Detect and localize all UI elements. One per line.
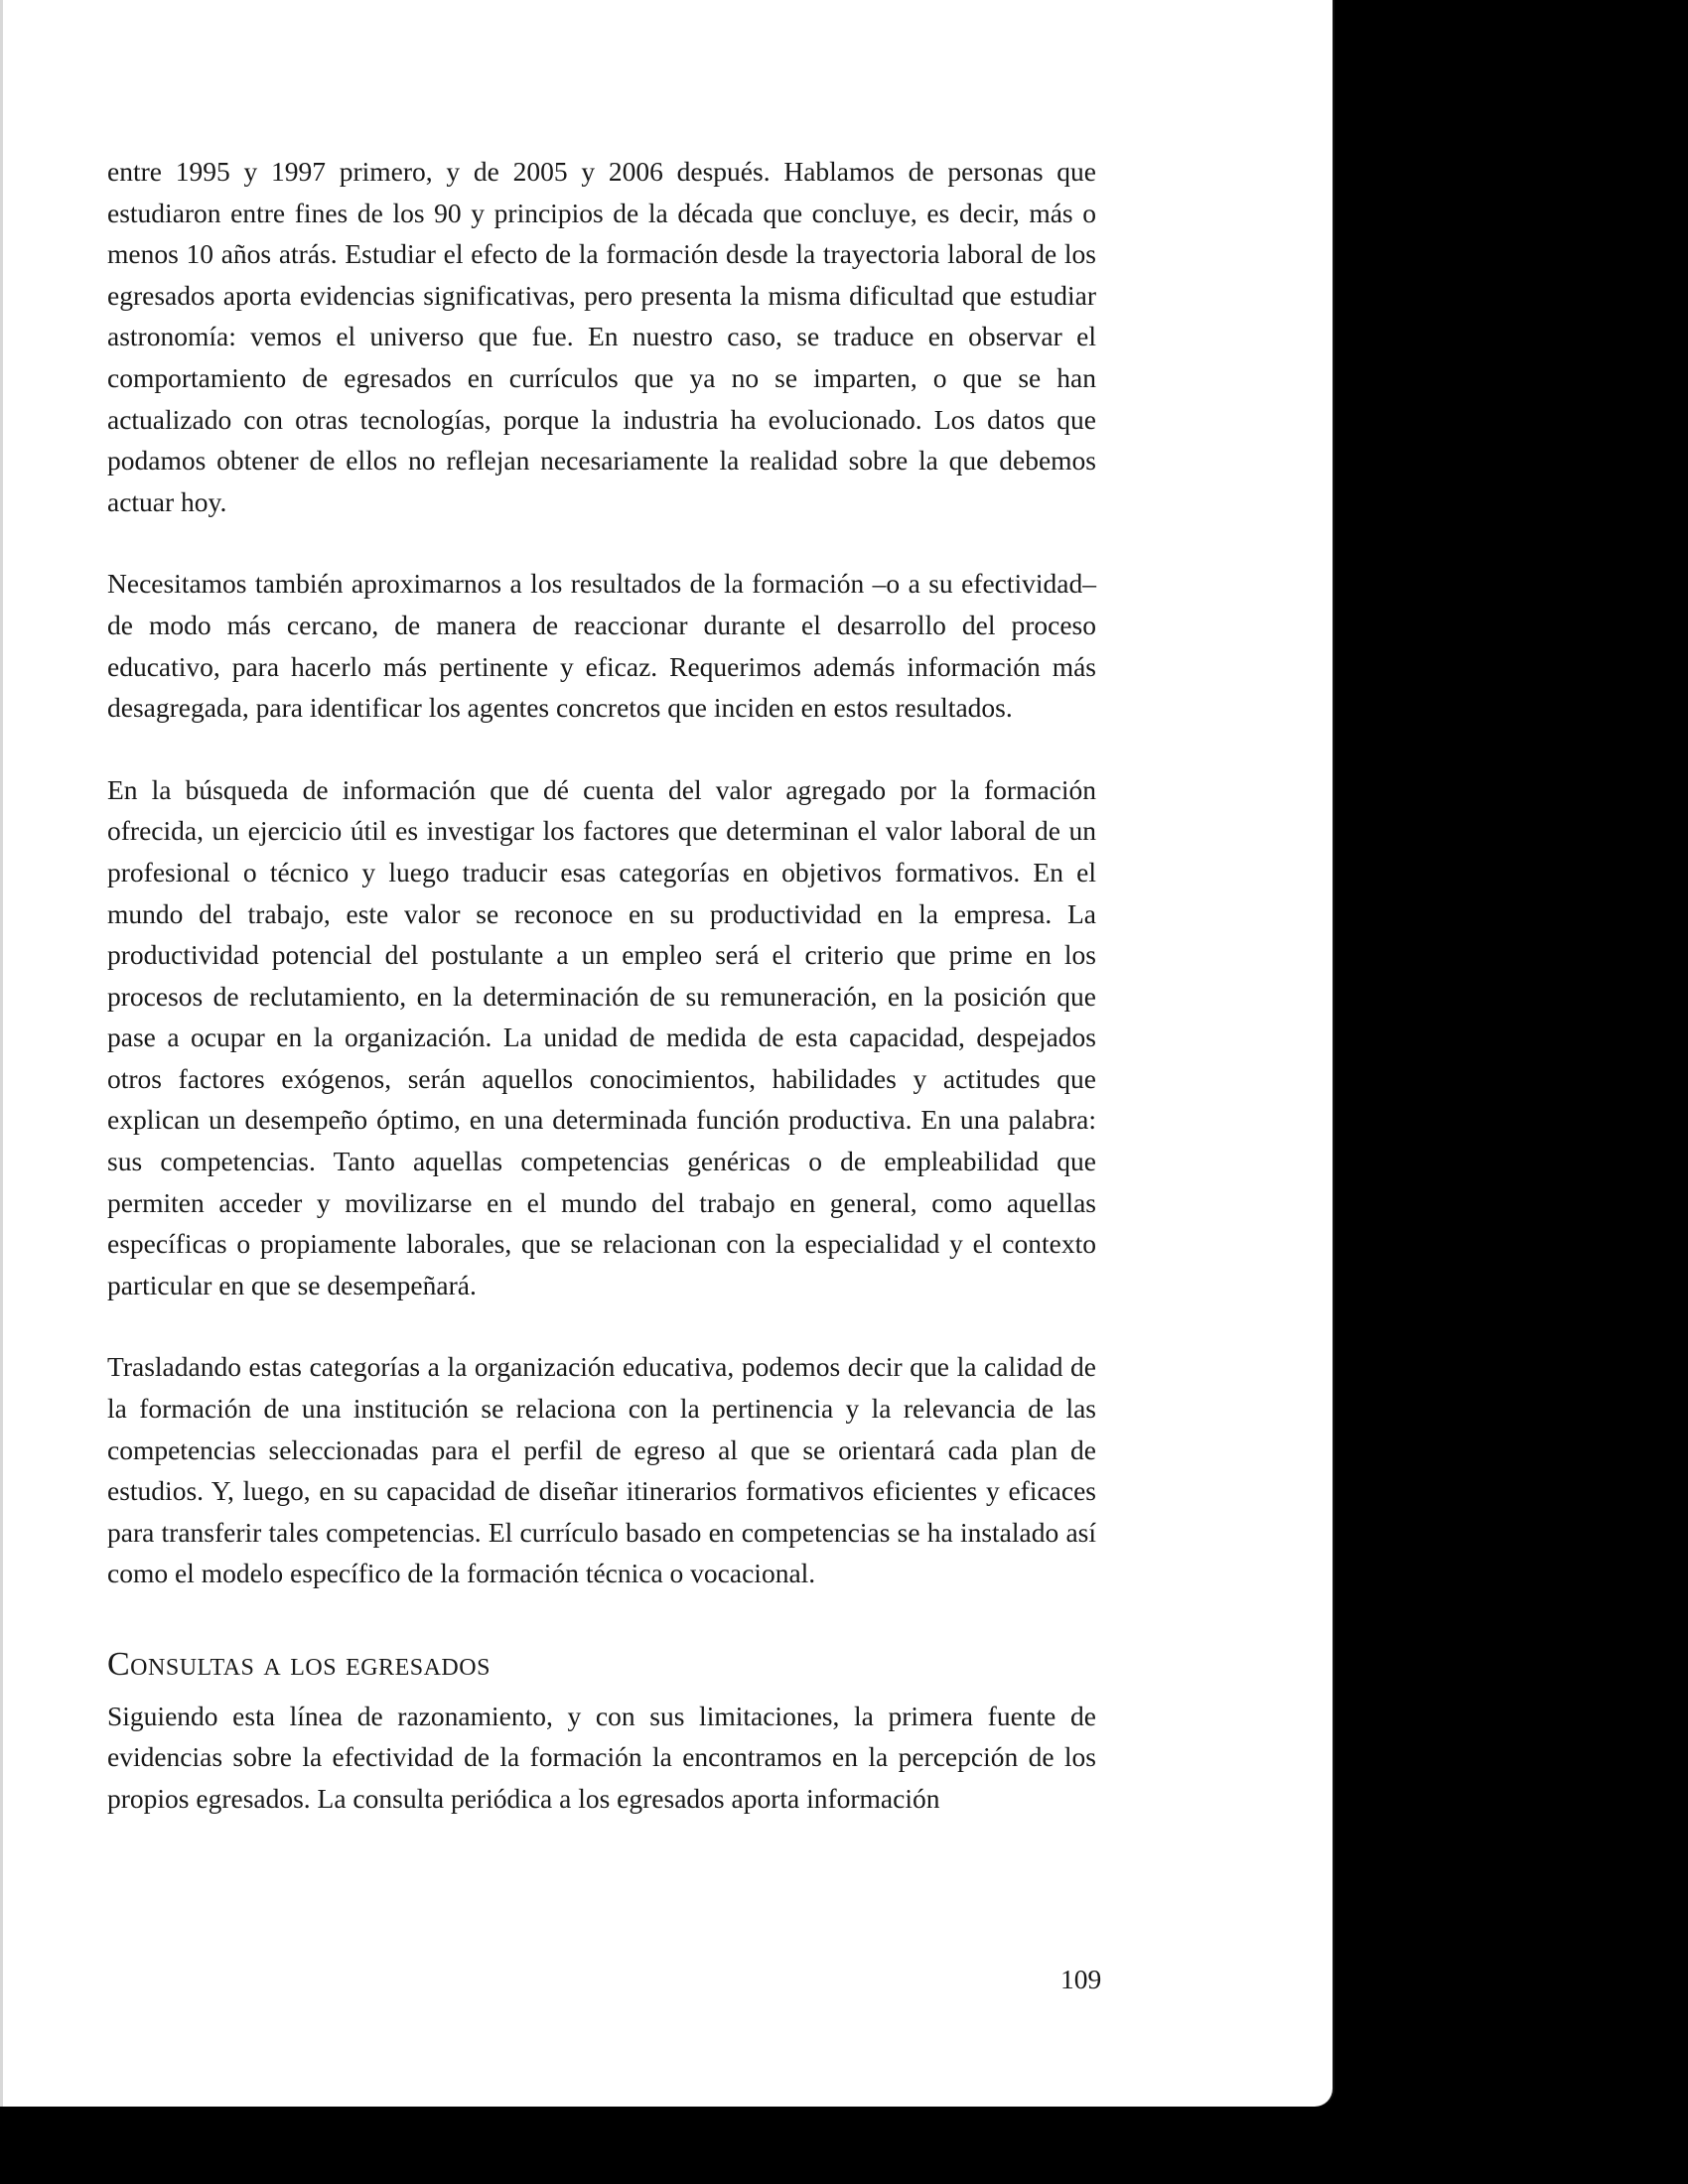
section-heading: Consultas a los egresados [107,1646,491,1683]
paragraph-1: entre 1995 y 1997 primero, y de 2005 y 2006 después. Hablamos de personas que estudiaron entre fines de los 90 y principios de la década que concluye, es decir, más o menos 10 años atrás. Estudiar el efecto de la formación desde la trayectoria laboral de los egresados aporta evidencias significativas, pero presenta la misma dificultad que estudiar astronomía: vemos el universo que fue. En nuestro caso, se traduce en observar el comportamiento de egresados en currículos que ya no se imparten, o que se han actualizado con otras tecnologías, porque la industria ha evolucionado. Los datos que podamos obtener de ellos no reflejan necesariamente la realidad sobre la que debemos actuar hoy. [107,156,1096,517]
paragraph-4: Trasladando estas categorías a la organización educativa, podemos decir que la calidad de la formación de una institución se relaciona con la pertinencia y la relevancia de las competencias seleccionadas para el perfil de egreso al que se orientará cada plan de estudios. Y, luego, en su capacidad de diseñar itinerarios formativos eficientes y eficaces para transferir tales competencias. El currículo basado en competencias se ha instalado así como el modelo específico de la formación técnica o vocacional. [107,1351,1096,1589]
section-paragraph: Siguiendo esta línea de razonamiento, y con sus limitaciones, la primera fuente de evidencias sobre la efectividad de la formación la encontramos en la percepción de los propios egresados. La consulta periódica a los egresados aporta información [107,1700,1096,1814]
page-number: 109 [1060,1964,1102,1994]
scan-background-right [1311,0,1688,2184]
paragraph-2: Necesitamos también aproximarnos a los resultados de la formación –o a su efectividad– de modo más cercano, de manera de reaccionar durante el desarrollo del proceso educativo, para hacerlo más pertinente y eficaz. Requerimos además información más desagregada, para identificar los agentes concretos que inciden en estos resultados. [107,568,1096,724]
page-left-edge [0,0,3,2107]
page-body [107,151,1096,1819]
paragraph-3: En la búsqueda de información que dé cuenta del valor agregado por la formación ofrecida, un ejercicio útil es investigar los factores que determinan el valor laboral de un profesional o técnico y luego traducir esas categorías en objetivos formativos. En el mundo del trabajo, este valor se reconoce en su productividad en la empresa. La productividad potencial del postulante a un empleo será el criterio que prime en los procesos de reclutamiento, en la determinación de su remuneración, en la posición que pase a ocupar en la organización. La unidad de medida de esta capacidad, despejados otros factores exógenos, serán aquellos conocimientos, habilidades y actitudes que explican un desempeño óptimo, en una determinada función productiva. En una palabra: sus competencias. Tanto aquellas competencias genéricas o de empleabilidad que permiten acceder y movilizarse en el mundo del trabajo en general, como aquellas específicas o propiamente laborales, que se relacionan con la especialidad y el contexto particular en que se desempeñará. [107,773,1096,1300]
